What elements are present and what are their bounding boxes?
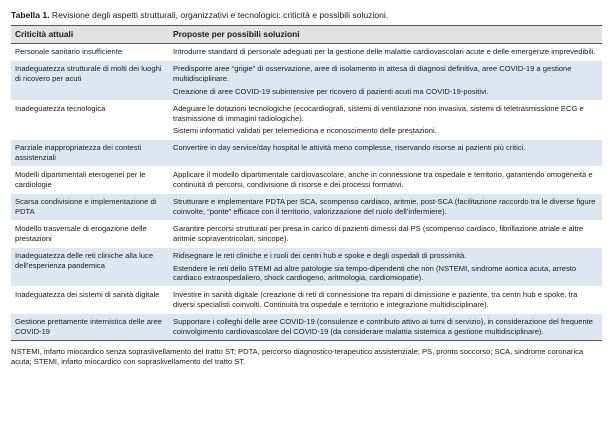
table-row [11, 44, 602, 61]
table-row [11, 287, 602, 314]
solution-cell [169, 60, 602, 100]
solution-cell [169, 287, 602, 314]
solution-paragraph: Applicare il modello dipartimentale cardiovascolare, anche in connessione tra ospedale e territorio, garantendo omogeneità e continuità di percorsi, condivisione di risorse e dei processi formativi. [173, 170, 593, 190]
table-caption-label: Tabella 1. [11, 10, 50, 20]
solution-cell [169, 44, 602, 61]
solution-paragraph: Introdurre standard di personale adeguati per la gestione delle malattie cardiovascolari acute e delle emergenze imprevedibili. [173, 47, 596, 56]
criticality-cell: Modello trasversale di erogazione delle prestazioni [11, 220, 169, 247]
criticality-cell: Gestione prettamente internistica delle aree COVID-19 [11, 314, 169, 341]
header-proposte: Proposte per possibili soluzioni [169, 26, 602, 44]
solution-paragraph: Ridisegnare le reti cliniche e i ruoli dei centri hub e spoke e degli ospedali di prossimità. [173, 250, 467, 260]
header-criticita: Criticità attuali [11, 26, 169, 44]
solution-paragraph: Investire in sanità digitale (creazione di reti di connessione tra reparti di dimissione e paziente, tra centri hub e spoke, tra diversi specialisti coinvolti. Continuità tra ospedale e territorio e integrazione multidisciplinare). [173, 290, 578, 310]
table-row [11, 220, 602, 247]
criticality-cell: Inadeguatezza strutturale di molti dei luoghi di ricovero per acuti [11, 60, 169, 100]
solution-cell [169, 140, 602, 167]
criticality-cell: Inadeguatezza delle reti cliniche alla luce dell’esperienza pandemica [11, 247, 169, 287]
solution-paragraph: Garantire percorsi strutturati per presa in carico di pazienti dimessi dal PS (scompenso cardiaco, fibrillazione atriale e altre aritmie sopraventricolari, sincope). [173, 223, 584, 243]
table-body [11, 44, 602, 341]
solution-paragraph: Predisporre aree “grigie” di osservazione, aree di isolamento in attesa di diagnosi definitiva, aree COVID-19 a gestione multidisciplinare. [173, 63, 572, 83]
table-row [11, 314, 602, 341]
table-row [11, 100, 602, 140]
solution-paragraph: Convertire in day service/day hospital le attività meno complesse, riservando risorse ai pazienti più critici. [173, 143, 526, 153]
solution-paragraph: Supportare i colleghi delle aree COVID-19 (consulenze e contributo attivo ai turni di servizio), in considerazione del frequente coinvolgimento cardiovascolare del COVID-19 (da considerare malattia sistemica a gestione multidisciplinare). [173, 317, 593, 337]
solution-cell [169, 100, 602, 140]
criticality-cell: Inadeguatezza dei sistemi di sanità digitale [11, 287, 169, 314]
solution-paragraph: Creazione di aree COVID-19 subintensive per ricovero di pazienti acuti ma COVID-19-positivi. [173, 86, 489, 96]
criticality-cell: Scarsa condivisione e implementazione di PDTA [11, 193, 169, 220]
table-row [11, 193, 602, 220]
table-footnote: NSTEMI, infarto miocardico senza sopraslivellamento del tratto ST; PDTA, percorso diagnostico-terapeutico assistenziale; PS, pronto soccorso; SCA, sindrome coronarica acuta; STEMI, infarto miocardico con sopraslivellamento del tratto ST. [11, 346, 584, 366]
solution-cell [169, 314, 602, 341]
table-row [11, 247, 602, 287]
solution-cell [169, 193, 602, 220]
solution-paragraph: Sistemi informatici validati per telemedicina e riconoscimento delle prestazioni. [173, 126, 437, 136]
table-row [11, 60, 602, 100]
table-row [11, 140, 602, 167]
solution-cell [169, 220, 602, 247]
criticality-cell: Inadeguatezza tecnologica [11, 100, 169, 140]
solution-paragraph: Strutturare e implementare PDTA per SCA, scompenso cardiaco, aritmie, post-SCA (facilitazione raccordo tra le diverse figure coinvolte, “ponte” efficace con il territorio, valorizzazione del ruolo dell’infermiere). [173, 196, 596, 216]
table-caption-text: Revisione degli aspetti strutturali, organizzativi e tecnologici: criticità e possibili soluzioni. [49, 10, 389, 20]
solution-paragraph: Adeguare le dotazioni tecnologiche (ecocardiografi, sistemi di ventilazione non invasiva, sistemi di teletrasmissione ECG e trasmissione di immagini radiologiche). [173, 103, 584, 123]
criticality-cell: Personale sanitario insufficiente [11, 44, 169, 61]
criticality-cell: Modelli dipartimentali eterogenei per le cardiologie [11, 167, 169, 194]
criticality-table [11, 25, 602, 341]
solution-cell [169, 247, 602, 287]
table-caption [11, 10, 602, 21]
table-header-row [11, 26, 602, 44]
criticality-cell: Parziale inappropriatezza dei contesti assistenziali [11, 140, 169, 167]
solution-paragraph: Estendere le reti dello STEMI ad altre patologie sia tempo-dipendenti che non (NSTEMI, sindrome aortica acuta, arresto cardiaco extraospedaliero, shock cardiogeno, aritmologia, cardiomiopatie). [173, 263, 577, 283]
table-row [11, 167, 602, 194]
solution-cell [169, 167, 602, 194]
